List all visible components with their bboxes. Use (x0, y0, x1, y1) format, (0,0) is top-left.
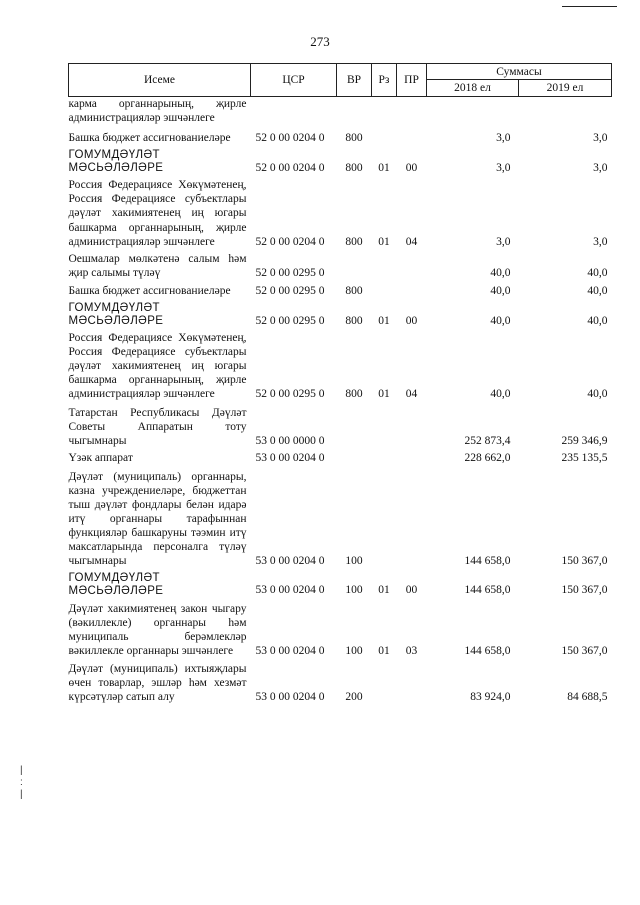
row-name: карма органнарының, җирле администрацияләр эшчәнлеге (68, 98, 247, 125)
row-sum-2019: 150 367,0 (561, 584, 608, 597)
row-csr: 53 0 00 0204 0 (255, 584, 325, 597)
row-pr: 00 (405, 314, 418, 327)
table-header (69, 64, 612, 97)
row-vr (337, 97, 372, 126)
row-sum-2018: 3,0 (496, 235, 511, 248)
row-pr: 04 (405, 388, 418, 401)
row-sum-2019 (519, 97, 612, 126)
row-sum-2018: 40,0 (490, 266, 511, 279)
row-csr: 52 0 00 0295 0 (255, 266, 325, 279)
row-csr (251, 97, 337, 126)
header-csr: ЦСР (251, 64, 337, 97)
row-vr: 100 (345, 584, 363, 597)
row-sum-2019: 84 688,5 (567, 691, 608, 704)
row-rz (372, 658, 397, 704)
row-vr: 800 (345, 388, 363, 401)
row-name: Үзәк аппарат (68, 451, 133, 464)
row-pr: 04 (405, 235, 418, 248)
row-name: Дәүләт (муниципаль) органнары, казна учреждениеләре, бюджеттан тыш дәүләт фондлары белән идарә итү органнары тарафыннан функцияләр башкаруны тәэмин итү максатларында персоналга түләү чыгымнары (68, 470, 247, 568)
row-rz: 01 (378, 584, 390, 597)
table-row (69, 298, 612, 328)
row-pr (397, 448, 427, 465)
row-pr: 00 (405, 162, 418, 175)
row-rz (372, 249, 397, 280)
row-name: Россия Федерациясе Хөкүмәтенең, Россия Федерациясе субъектлары дәүләт хакимиятенең иң югары башкарма органнарының, җирле администрацияләр эшчәнлеге (68, 179, 247, 248)
row-name: ГОМУМДӘҮЛӘТ МӘСЬӘЛӘЛӘРЕ (68, 149, 164, 175)
row-rz: 01 (378, 162, 390, 175)
row-vr: 200 (345, 691, 363, 704)
table-row (69, 145, 612, 175)
table-row (69, 328, 612, 401)
row-sum-2019: 40,0 (587, 266, 608, 279)
row-vr: 800 (345, 162, 363, 175)
row-rz (372, 465, 397, 569)
header-rz: Рз (372, 64, 397, 97)
row-sum-2019: 3,0 (593, 235, 608, 248)
row-csr: 52 0 00 0204 0 (255, 132, 325, 145)
row-vr: 100 (345, 644, 363, 657)
row-pr (397, 249, 427, 280)
row-csr: 53 0 00 0204 0 (255, 644, 325, 657)
row-pr (397, 465, 427, 569)
row-rz: 01 (378, 314, 390, 327)
row-name: Оешмалар мөлкәтенә салым һәм җир салымы түләү (68, 252, 247, 279)
table-row (69, 402, 612, 448)
row-rz: 01 (378, 388, 390, 401)
row-csr: 52 0 00 0204 0 (255, 235, 325, 248)
row-vr (337, 249, 372, 280)
row-sum-2019: 3,0 (593, 132, 608, 145)
row-csr: 52 0 00 0295 0 (255, 284, 325, 297)
row-pr (397, 402, 427, 448)
page-number: 273 (310, 34, 330, 49)
row-csr: 52 0 00 0204 0 (255, 162, 325, 175)
row-name: Башка бюджет ассигнованиеләре (68, 132, 231, 145)
row-sum-2018: 3,0 (496, 162, 511, 175)
budget-table (68, 63, 612, 704)
header-pr: ПР (397, 64, 427, 97)
row-rz: 01 (378, 644, 390, 657)
table-row (69, 465, 612, 569)
row-vr: 100 (345, 555, 363, 568)
row-sum-2019: 3,0 (593, 162, 608, 175)
row-sum-2019: 40,0 (587, 388, 608, 401)
row-sum-2019: 40,0 (587, 314, 608, 327)
row-sum-2018: 144 658,0 (464, 584, 511, 597)
header-name: Исеме (69, 64, 251, 97)
row-pr (397, 97, 427, 126)
row-csr: 53 0 00 0000 0 (255, 434, 325, 447)
row-rz (372, 125, 397, 145)
corner-rule (562, 6, 617, 7)
row-rz (372, 97, 397, 126)
row-name: ГОМУМДӘҮЛӘТ МӘСЬӘЛӘЛӘРЕ (68, 571, 164, 597)
row-vr: 800 (345, 132, 363, 145)
row-sum-2018: 40,0 (490, 314, 511, 327)
table-row (69, 448, 612, 465)
row-name: Дәүләт хакимиятенең закон чыгару (вәкиллекле) органнары һәм муниципаль берәмлекләр вәкиллекле органнары эшчәнлеге (68, 602, 247, 657)
row-sum-2019: 235 135,5 (561, 451, 608, 464)
row-sum-2019: 40,0 (587, 284, 608, 297)
row-name: Россия Федерациясе Хөкүмәтенең, Россия Федерациясе субъектлары дәүләт хакимиятенең иң югары башкарма органнарының, җирле администрацияләр эшчәнлеге (68, 332, 247, 401)
table-row (69, 569, 612, 598)
row-sum-2018: 3,0 (496, 132, 511, 145)
row-csr: 53 0 00 0204 0 (255, 555, 325, 568)
table-row (69, 97, 612, 126)
row-sum-2018: 40,0 (490, 284, 511, 297)
row-name: Дәүләт (муниципаль) ихтыяҗлары өчен товарлар, эшләр һәм хезмәт күрсәтүләр сатып алу (68, 662, 247, 704)
row-vr (337, 402, 372, 448)
row-pr (397, 125, 427, 145)
table-row (69, 249, 612, 280)
table-row (69, 280, 612, 298)
row-name: Татарстан Республикасы Дәүләт Советы Аппаратын тоту чыгымнары (68, 406, 247, 447)
row-sum-2019: 150 367,0 (561, 555, 608, 568)
table-body (69, 97, 612, 705)
table-row (69, 658, 612, 704)
table-row (69, 598, 612, 658)
row-csr: 52 0 00 0295 0 (255, 388, 325, 401)
row-vr: 800 (345, 314, 363, 327)
row-sum-2018: 144 658,0 (464, 555, 511, 568)
margin-mark: | : | (20, 765, 23, 800)
row-vr: 800 (345, 284, 363, 297)
row-rz (372, 402, 397, 448)
row-pr: 00 (405, 584, 418, 597)
row-vr: 800 (345, 235, 363, 248)
row-sum-2018: 144 658,0 (464, 644, 511, 657)
row-csr: 53 0 00 0204 0 (255, 451, 325, 464)
row-sum-2018: 228 662,0 (464, 451, 511, 464)
row-pr (397, 658, 427, 704)
row-name: ГОМУМДӘҮЛӘТ МӘСЬӘЛӘЛӘРЕ (68, 302, 164, 328)
row-rz (372, 280, 397, 298)
row-pr: 03 (405, 644, 418, 657)
row-sum-2019: 150 367,0 (561, 644, 608, 657)
row-sum-2018: 252 873,4 (464, 434, 511, 447)
table-row (69, 175, 612, 248)
row-rz (372, 448, 397, 465)
row-csr: 52 0 00 0295 0 (255, 314, 325, 327)
table-row (69, 125, 612, 145)
row-name: Башка бюджет ассигнованиеләре (68, 284, 231, 297)
row-vr (337, 448, 372, 465)
row-csr: 53 0 00 0204 0 (255, 691, 325, 704)
row-sum-2018 (427, 97, 519, 126)
header-sums: Суммасы (427, 64, 612, 80)
row-pr (397, 280, 427, 298)
header-vr: ВР (337, 64, 372, 97)
header-year-2018: 2018 ел (427, 80, 519, 97)
row-sum-2018: 83 924,0 (470, 691, 511, 704)
row-sum-2018: 40,0 (490, 388, 511, 401)
row-rz: 01 (378, 235, 390, 248)
header-year-2019: 2019 ел (519, 80, 612, 97)
row-sum-2019: 259 346,9 (561, 434, 608, 447)
